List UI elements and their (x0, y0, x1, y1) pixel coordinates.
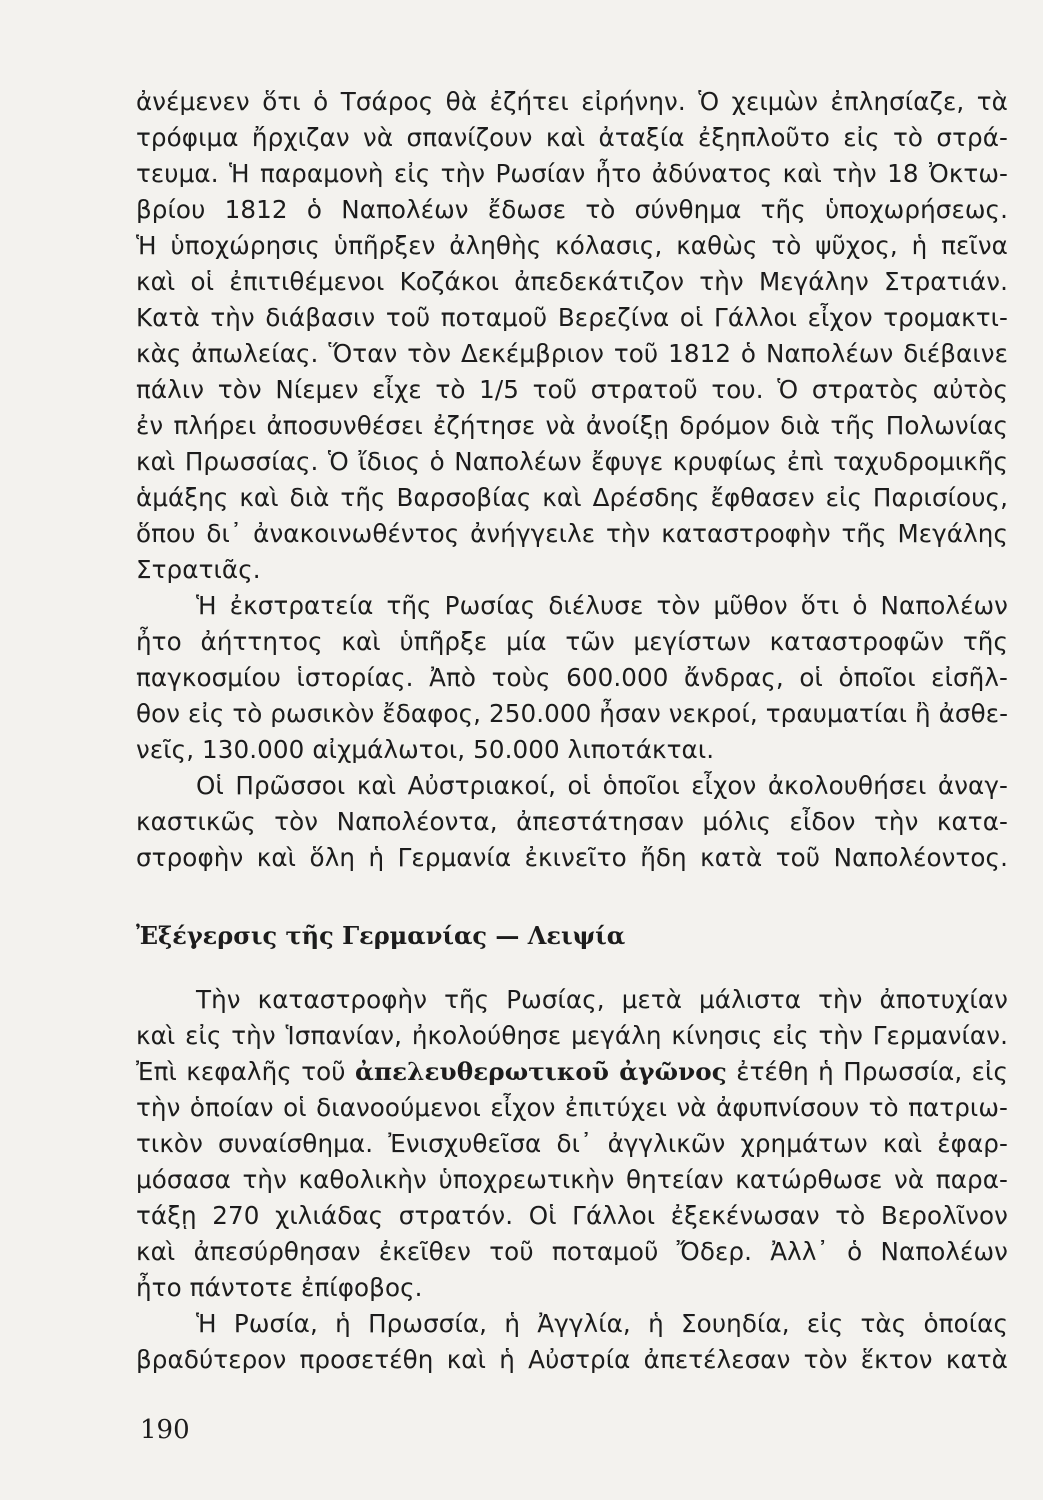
text-line: ἁμάξης καὶ διὰ τῆς Βαρσοβίας καὶ Δρέσδης ἔφθασεν εἰς Παρισίους, (136, 483, 1008, 512)
main-text (136, 84, 1008, 876)
text-line: Τὴν καταστροφὴν τῆς Ρωσίας, μετὰ μάλιστα τὴν ἀποτυχίαν (196, 985, 1008, 1014)
text-line: νεῖς, 130.000 αἰχμάλωτοι, 50.000 λιποτάκται. (136, 735, 715, 764)
text-line: καὶ Πρωσσίας. Ὁ ἴδιος ὁ Ναπολέων ἔφυγε κρυφίως ἐπὶ ταχυδρομικῆς (136, 447, 1008, 476)
section-text (136, 982, 1008, 1378)
text-line-with-emphasis (136, 1054, 1008, 1090)
text-line: θον εἰς τὸ ρωσικὸν ἔδαφος, 250.000 ἦσαν νεκροί, τραυματίαι ἢ ἀσθε- (136, 699, 1009, 728)
text-line: τικὸν συναίσθημα. Ἐνισχυθεῖσα δι᾽ ἀγγλικῶν χρημάτων καὶ ἐφαρ- (136, 1129, 1008, 1158)
text-line: κὰς ἀπωλείας. Ὅταν τὸν Δεκέμβριον τοῦ 1812 ὁ Ναπολέων διέβαινε (136, 339, 1008, 368)
paragraph-campaign-result (136, 588, 1008, 768)
text-line: πάλιν τὸν Νίεμεν εἶχε τὸ 1/5 τοῦ στρατοῦ του. Ὁ στρατὸς αὐτὸς (136, 375, 1008, 404)
text-line: ὅπου δι᾽ ἀνακοινωθέντος ἀνήγγειλε τὴν καταστροφὴν τῆς Μεγάλης (136, 519, 1008, 548)
text-line: ἀνέμενεν ὅτι ὁ Τσάρος θὰ ἐζήτει εἰρήνην. Ὁ χειμὼν ἐπλησίαζε, τὰ (136, 87, 1008, 116)
text-segment: Ἐπὶ κεφαλῆς τοῦ (136, 1057, 346, 1086)
text-line: καὶ εἰς τὴν Ἱσπανίαν, ἠκολούθησε μεγάλη κίνησις εἰς τὴν Γερμανίαν. (136, 1021, 1008, 1050)
paragraph-retreat (136, 84, 1008, 588)
text-line: Οἱ Πρῶσσοι καὶ Αὐστριακοί, οἱ ὁποῖοι εἶχον ἀκολουθήσει ἀναγ- (196, 771, 1008, 800)
text-line: ἐν πλήρει ἀποσυνθέσει ἐζήτησε νὰ ἀνοίξῃ δρόμον διὰ τῆς Πολωνίας (136, 411, 1008, 440)
text-line: καὶ ἀπεσύρθησαν ἐκεῖθεν τοῦ ποταμοῦ Ὄδερ. Ἀλλ᾽ ὁ Ναπολέων (136, 1237, 1008, 1266)
text-line: Στρατιᾶς. (136, 555, 261, 584)
paragraph-german-uprising (136, 982, 1008, 1306)
paragraph-coalition (136, 1306, 1008, 1378)
text-line: παγκοσμίου ἱστορίας. Ἀπὸ τοὺς 600.000 ἄνδρας, οἱ ὁποῖοι εἰσῆλ- (136, 663, 1008, 692)
text-line: καστικῶς τὸν Ναπολέοντα, ἀπεστάτησαν μόλις εἶδον τὴν κατα- (136, 807, 1008, 836)
text-line: ἦτο πάντοτε ἐπίφοβος. (136, 1273, 423, 1302)
text-line: Ἡ ἐκστρατεία τῆς Ρωσίας διέλυσε τὸν μῦθον ὅτι ὁ Ναπολέων (196, 591, 1008, 620)
text-line: τὴν ὁποίαν οἱ διανοούμενοι εἶχον ἐπιτύχει νὰ ἀφυπνίσουν τὸ πατριω- (136, 1093, 1008, 1122)
text-line: βραδύτερον προσετέθη καὶ ἡ Αὐστρία ἀπετέλεσαν τὸν ἕκτον κατὰ (136, 1345, 1008, 1374)
text-line: καὶ οἱ ἐπιτιθέμενοι Κοζάκοι ἀπεδεκάτιζον τὴν Μεγάλην Στρατιάν. (136, 267, 1008, 296)
text-line: στροφὴν καὶ ὅλη ἡ Γερμανία ἐκινεῖτο ἤδη κατὰ τοῦ Ναπολέοντος. (136, 843, 1008, 872)
emphasized-phrase: ἀπελευθερωτικοῦ ἀγῶνος (354, 1057, 727, 1086)
text-line: τρόφιμα ἤρχιζαν νὰ σπανίζουν καὶ ἀταξία ἐξηπλοῦτο εἰς τὸ στρά- (136, 123, 1008, 152)
page-number: 190 (140, 1415, 190, 1445)
text-line: τάξῃ 270 χιλιάδας στρατόν. Οἱ Γάλλοι ἐξεκένωσαν τὸ Βερολῖνον (136, 1201, 1008, 1230)
text-line: Ἡ Ρωσία, ἡ Πρωσσία, ἡ Ἀγγλία, ἡ Σουηδία, εἰς τὰς ὁποίας (196, 1309, 1008, 1338)
text-line: Κατὰ τὴν διάβασιν τοῦ ποταμοῦ Βερεζίνα οἱ Γάλλοι εἶχον τρομακτι- (136, 303, 1008, 332)
section-heading: Ἐξέγερσις τῆς Γερμανίας — Λειψία (136, 921, 626, 950)
text-line: ἦτο ἀήττητος καὶ ὑπῆρξε μία τῶν μεγίστων καταστροφῶν τῆς (136, 627, 1008, 656)
text-line: βρίου 1812 ὁ Ναπολέων ἔδωσε τὸ σύνθημα τῆς ὑποχωρήσεως. (136, 195, 1008, 224)
text-line: τευμα. Ἡ παραμονὴ εἰς τὴν Ρωσίαν ἦτο ἀδύνατος καὶ τὴν 18 Ὀκτω- (136, 159, 1008, 188)
paragraph-prussians-austrians (136, 768, 1008, 876)
text-line: Ἡ ὑποχώρησις ὑπῆρξεν ἀληθὴς κόλασις, καθὼς τὸ ψῦχος, ἡ πεῖνα (136, 231, 1008, 260)
text-line: μόσασα τὴν καθολικὴν ὑποχρεωτικὴν θητείαν κατώρθωσε νὰ παρα- (136, 1165, 1008, 1194)
text-segment: ἐτέθη ἡ Πρωσσία, εἰς (736, 1057, 1008, 1086)
